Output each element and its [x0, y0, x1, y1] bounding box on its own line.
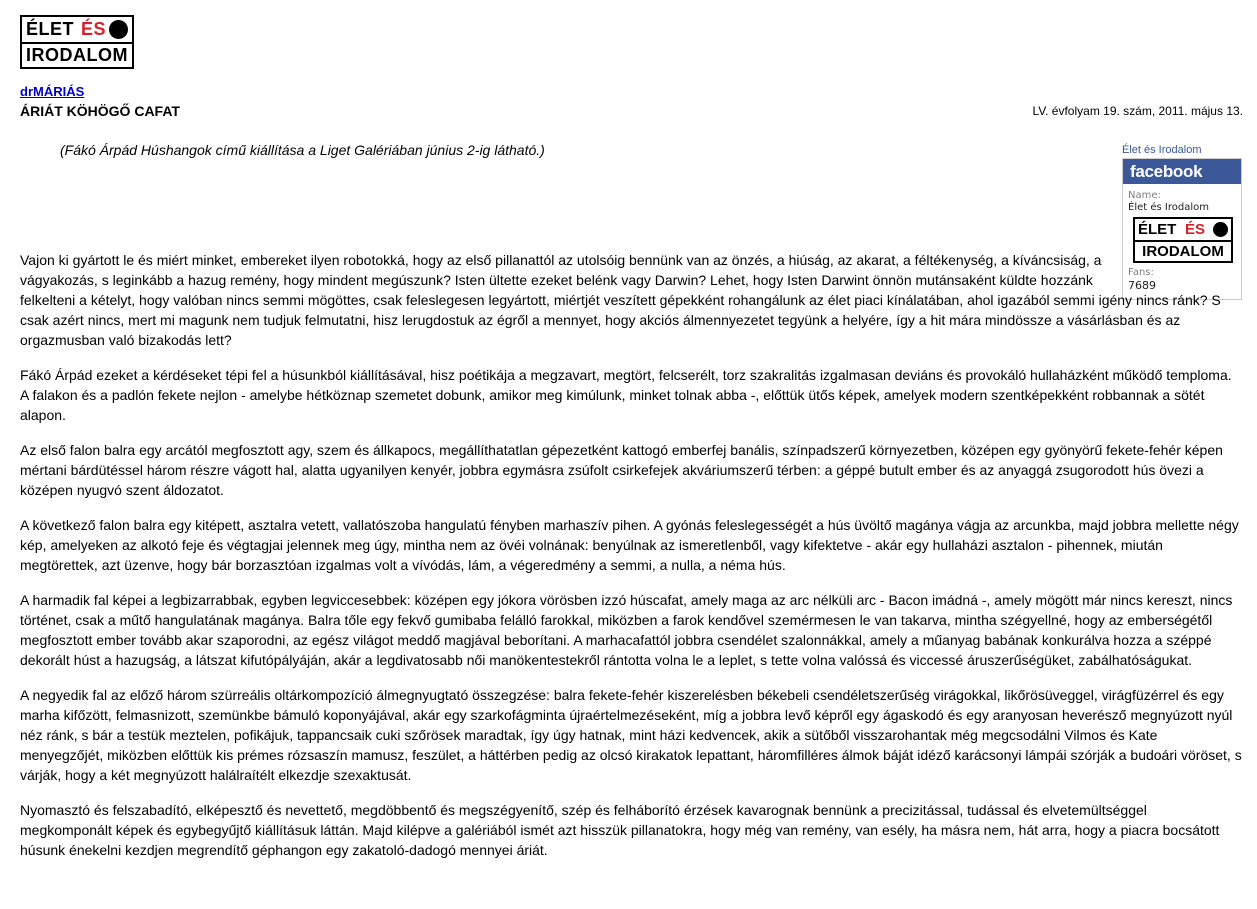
widget-spacer	[1117, 250, 1242, 290]
article-intro: (Fákó Árpád Húshangok című kiállítása a Liget Galériában június 2-ig látható.)	[60, 142, 545, 158]
facebook-logo-icon[interactable]: facebook	[1123, 159, 1241, 184]
article-title: ÁRIÁT KÖHÖGŐ CAFAT	[20, 103, 180, 119]
fb-logo-word-elet: ÉLET	[1138, 221, 1177, 238]
article-paragraph: A negyedik fal az előző három szürreális oltárkompozíció álmegnyugtató összegzése: balra fekete-fehér kiszerelésben békebeli csendéletszerűség virágokkal, likőrösüveggel, virágfüzérrel és egy marha kifőzött, felmasnizott, szemünkbe bámuló koponyájával, akár egy szarkofágminta újraértelmezéseként, míg a jobbra levő képről egy ágaskodó és egy aranyosan heverésző megnyúzott nyúl néz ránk, s bár a testük meztelen, pofikájuk, tappancsaik cuki szőrösek maradtak, így úgy hatnak, mint házi kedvencek, akik a sütőből visszarohantak még megcsodálni Vilmos és Kate menyegzőjét, miközben előttük kis prémes rózsaszín mamusz, feszület, a háttérben pedig az olcsó kirakatok lepattant, háromfilléres álmok báját idéző karácsonyi lámpái szórják a budoári vöröset, s várják, hogy a két megnyúzott halálraítélt elkezdje szexaktusát.	[20, 687, 1242, 783]
article-paragraph: A következő falon balra egy kitépett, asztalra vetett, vallatószoba hangulatú fényben marhaszív pihen. A gyónás feleslegességét a hús üvöltő magánya vágja az arcunkba, majd jobbra mellette négy kép, amelyeken az alkotó feje és végtagjai jelennek meg úgy, mintha nem az övéi volnának: benyúlnak az ismeretlenből, vagy kifektetve - akár egy hullaházi asztalon - pihennek, miután megtörettek, azt üzenve, hogy bár borzasztóan izgalmas volt a vívódás, lám, a végeredmény a semmi, a nulla, a néma hús.	[20, 517, 1239, 573]
logo-dot-icon	[109, 20, 128, 39]
fb-logo-word-irodalom: IRODALOM	[1142, 243, 1224, 260]
fb-logo-dot-icon	[1213, 222, 1228, 237]
fb-fans-label: Fans:	[1128, 267, 1154, 278]
logo-word-elet: ÉLET	[26, 19, 75, 39]
fb-logo-word-es: ÉS	[1185, 221, 1206, 238]
article-paragraph: A harmadik fal képei a legbizarrabbak, egyben legviccesebbek: középen egy jókora vörösben izzó húscafat, amely maga az arc nélküli arc - Bacon imádná -, amely mögött már nincs kereszt, nincs történet, csak a műtő hangulatának magánya. Balra tőle egy fekvő gumibaba felálló farokkal, miközben a farok kendővel szemérmesen le van takarva, mintha szégyellné, hogy az emberségétől megfosztott ember tovább akar szaporodni, az egész világot meddő magjával beborítani. A marhacafattól jobbra csendélet szalonnákkal, amely a műanyag babának konkurálva hozza a széppé dekorált húst a hazugság, a látszat kifutópályáján, akár a legdivatosabb női manökentestekről rántotta volna le a leplet, s tette volna valóssá és viccessé áruszerűségüket, zabálhatóságukat.	[20, 592, 1233, 668]
issue-info: LV. évfolyam 19. szám, 2011. május 13.	[1032, 104, 1243, 118]
logo-word-irodalom: IRODALOM	[26, 45, 128, 65]
fb-fans-count: 7689	[1128, 279, 1156, 292]
fb-name-label: Name:	[1128, 190, 1161, 201]
article-body	[20, 250, 1242, 875]
article-paragraph: Fákó Árpád ezeket a kérdéseket tépi fel a húsunkból kiállításával, hisz poétikája a megzavart, megtört, felcserélt, torz szakralitás izgalmasan deviáns és provokáló hullaházként működő temploma. A falakon és a padlón fekete nejlon - amelybe hétköznap szemetet dobunk, amikor meg kimúlunk, minket tolnak abba -, előttük ütős képek, amelyek modern szentképekként robbannak a sötét alapon.	[20, 367, 1232, 423]
fb-name-value[interactable]: Élet és Irodalom	[1128, 202, 1209, 213]
article-paragraph: Vajon ki gyártott le és miért minket, embereket ilyen robotokká, hogy az első pillanattól az utolsóig bennünk van az önzés, a hiúság, az akarat, a féltékenység, a kíváncsiság, a vágyakozás, s leginkább a hazug remény, hogy mindent megúszunk? Isten ültette ezeket belénk vagy Darwin? Lehet, hogy Isten Darwint önnön mutánsaként küldte hozzánk felkelteni a kételyt, hogy valóban nincs semmi mögöttes, csak feleslegesen legyártott, miértjét veszített gépekként rohangálunk az élet piaci kínálatában, ahol igazából semmi igény nincs ránk? S csak azért nincs, mert mi magunk nem tudjuk felmutatni, hisz lerugdostuk az égről a mennyet, hogy akciós álmennyezetet tegyünk a helyére, így a hit mára mindössze a vásárlásban és az orgazmusban való bizakodás lett?	[20, 252, 1221, 348]
logo-word-es: ÉS	[81, 19, 107, 39]
author-link[interactable]: drMÁRIÁS	[20, 84, 85, 99]
article-paragraph: Nyomasztó és felszabadító, elképesztő és nevettető, megdöbbentő és megszégyenítő, szép és felháborító érzések kavarognak bennünk a precizitással, tudással és elvetemültséggel megkomponált képek és egybegyűjtő kiállításuk láttán. Majd kilépve a galériából ismét azt hisszük pillanatokra, hogy még van remény, van esély, ha másra nem, hát arra, hogy a piacra bocsátott húsunk énekelni kezdjen megrendítő géphangon egy zakatoló-dadogó mennyei áriát.	[20, 802, 1220, 858]
site-logo[interactable]	[20, 15, 134, 69]
facebook-widget-caption[interactable]: Élet és Irodalom	[1122, 144, 1202, 156]
article-paragraph: Az első falon balra egy arcától megfosztott agy, szem és állkapocs, megállíthatatlan gépezetként kattogó emberfej banális, színpadszerű környezetben, középen egy gyönyörű fekete-fehér képen mértani bárdütéssel három részre vágott hal, alatta ugyanilyen kenyér, jobbra egymásra zsúfolt csirkefejek akváriumszerű térben: a géppé butult ember és az anyaggá zsugorodott hús övezi a középen nyugvó szent áldozatot.	[20, 442, 1223, 498]
